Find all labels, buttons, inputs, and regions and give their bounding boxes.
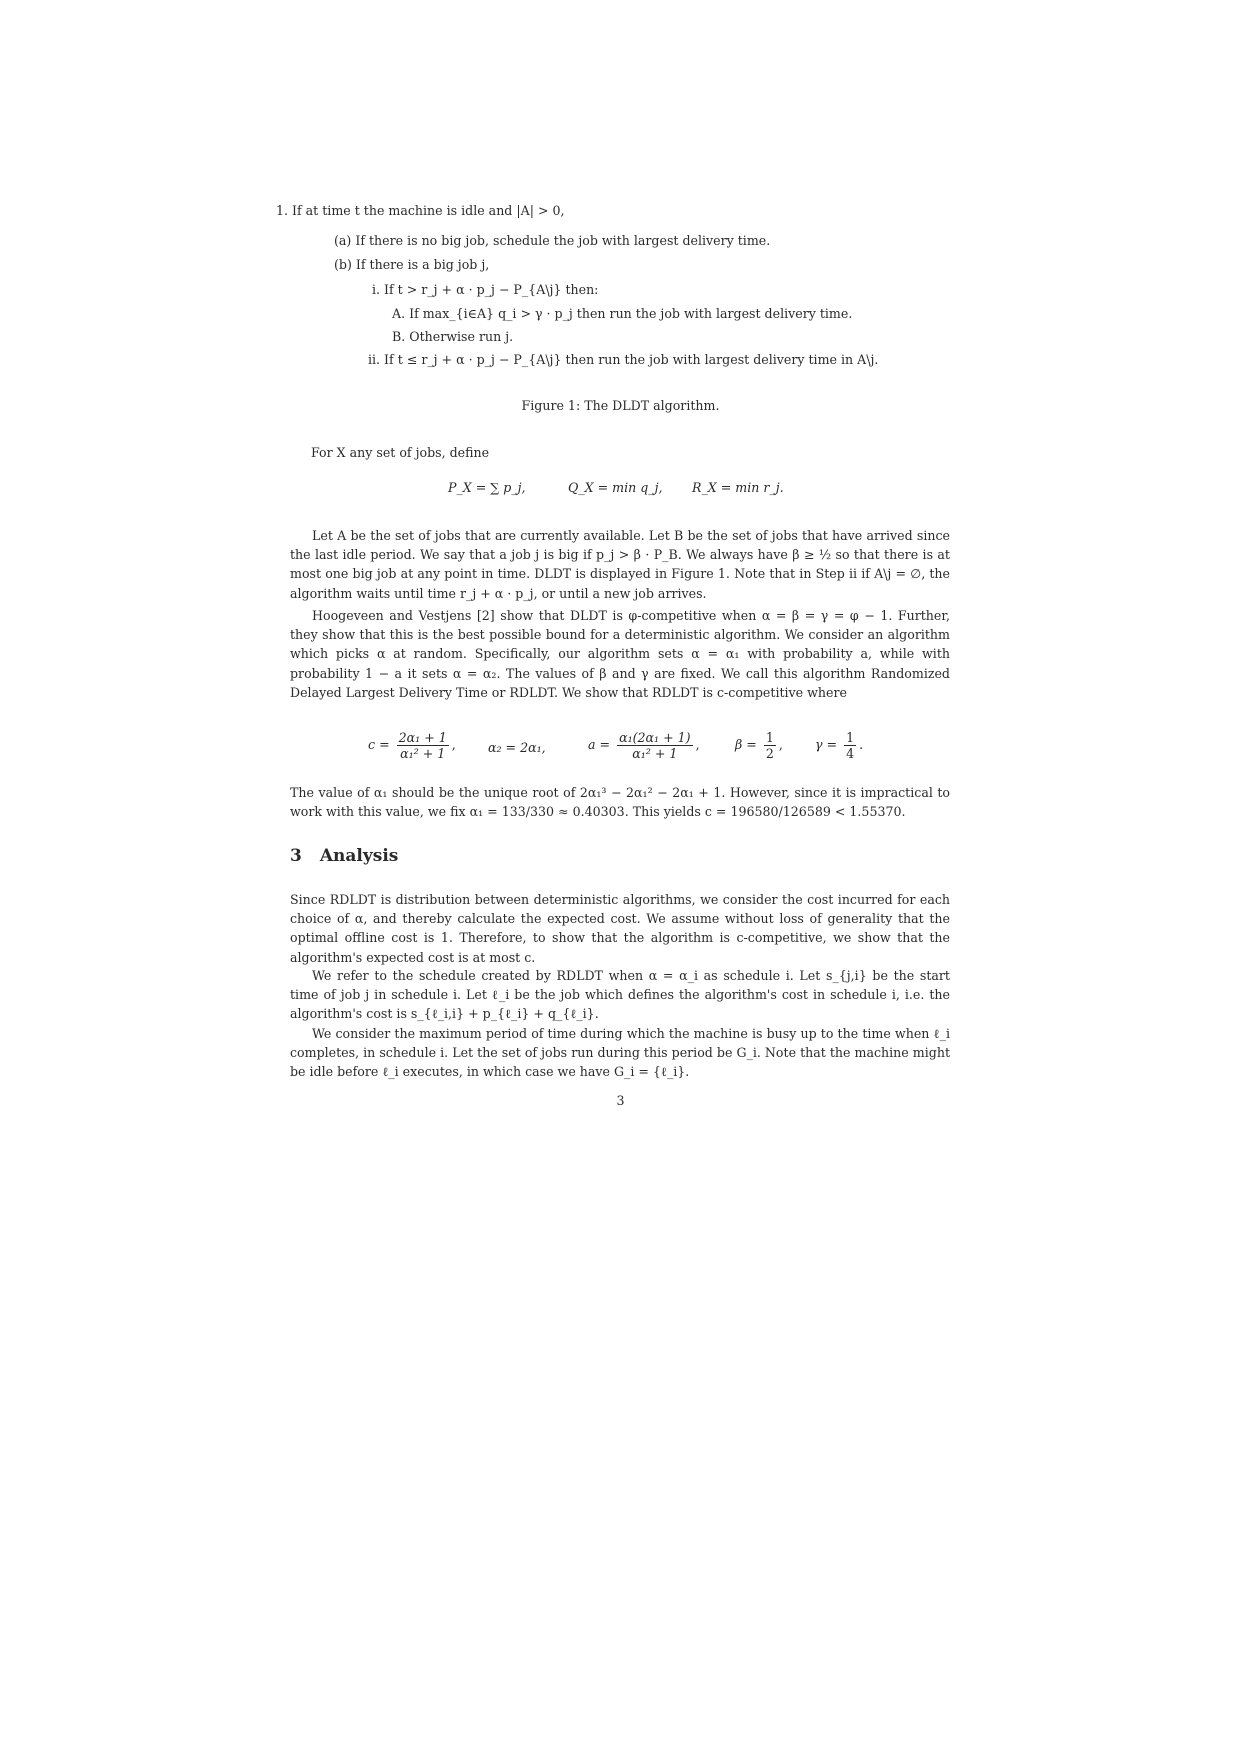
definition-Q: Q_X = min q_j, (568, 480, 663, 495)
paragraph-available-jobs: Let A be the set of jobs that are currently available. Let B be the set of jobs that have arrived since the last idle period. We say that a job j is big if p_j > β · P_B. We always have β ≥ ½ so that there is at most one big job at any point in time. DLDT is displayed in Figure 1. Note that in Step ii if A\j = ∅, the algorithm waits until time r_j + α · p_j, or until a new job arrives. (290, 528, 950, 601)
section-heading (290, 846, 398, 866)
definition-R: R_X = min r_j. (692, 480, 784, 495)
fraction-a: $\frac{\text{α₁(2α₁ + 1)}}{\text{α₁² + 1}}$ (619, 730, 691, 761)
fraction-gamma: $\frac{1}{4}$ (846, 730, 855, 761)
definition-P: P_X = ∑ p_j, (448, 480, 526, 495)
constants-beta: β = $\frac{1}{2}$ , (735, 730, 783, 761)
constants-c: c = $\frac{\text{2α₁ + 1}}{\text{α₁² + 1}}$ , (368, 730, 456, 761)
algo-step-1bi: i. If t > r_j + α · p_j − P_{A\j} then: (372, 282, 599, 297)
define-intro: For X any set of jobs, define (311, 445, 490, 460)
paragraph-maximum-period: We consider the maximum period of time during which the machine is busy up to the time when ℓ_i completes, in schedule i. Let the set of jobs run during this period be G_i. Note that the machine might be idle before ℓ_i executes, in which case we have G_i = {ℓ_i}. (290, 1026, 950, 1080)
paragraph-hoogeveen: Hoogeveen and Vestjens [2] show that DLDT is φ-competitive when α = β = γ = φ − 1. Further, they show that this is the best possible bound for a deterministic algorithm. We consider an algorithm which picks α at random. Specifically, our algorithm sets α = α₁ with probability a, while with probability 1 − a it sets α = α₂. The values of β and γ are fixed. We call this algorithm Randomized Delayed Largest Delivery Time or RDLDT. We show that RDLDT is c-competitive where (290, 608, 950, 700)
paragraph-schedule-i: We refer to the schedule created by RDLDT when α = α_i as schedule i. Let s_{j,i} be the start time of job j in schedule i. Let ℓ_i be the job which defines the algorithm's cost in schedule i, i.e. the algorithm's cost is s_{ℓ_i,i} + p_{ℓ_i} + q_{ℓ_i}. (290, 968, 950, 1022)
algo-step-1biB: B. Otherwise run j. (392, 329, 514, 344)
constants-a: a = $\frac{\text{α₁(2α₁ + 1)}}{\text{α₁² + 1}}$ , (588, 730, 700, 761)
constants-gamma: γ = $\frac{1}{4}$ . (815, 730, 864, 761)
algo-step-1biA: A. If max_{i∈A} q_i > γ · p_j then run the job with largest delivery time. (392, 306, 853, 321)
algo-step-1: 1. If at time t the machine is idle and |A| > 0, (276, 203, 565, 218)
fraction-c: $\frac{\text{2α₁ + 1}}{\text{α₁² + 1}}$ (398, 730, 447, 761)
figure-caption: Figure 1: The DLDT algorithm. (521, 398, 720, 413)
paragraph-alpha-root: The value of α₁ should be the unique root of 2α₁³ − 2α₁² − 2α₁ + 1. However, since it is impractical to work with this value, we fix α₁ = 133/330 ≈ 0.40303. This yields c = 196580/126589 < 1.55370. (290, 785, 950, 820)
paragraph-distribution: Since RDLDT is distribution between deterministic algorithms, we consider the cost incurred for each choice of α, and thereby calculate the expected cost. We assume without loss of generality that the optimal offline cost is 1. Therefore, to show that the algorithm is c-competitive, we show that the algorithm's expected cost is at most c. (290, 892, 950, 965)
section-title: Analysis (319, 846, 399, 866)
algo-step-1b: (b) If there is a big job j, (334, 257, 490, 272)
fraction-beta: $\frac{1}{2}$ (765, 730, 774, 761)
section-number: 3 (290, 846, 302, 866)
constants-alpha2: α₂ = 2α₁, (488, 740, 546, 755)
algo-step-1a: (a) If there is no big job, schedule the job with largest delivery time. (334, 233, 771, 248)
algo-step-1bii: ii. If t ≤ r_j + α · p_j − P_{A\j} then run the job with largest delivery time in A\j. (368, 352, 879, 367)
page-number: 3 (616, 1093, 625, 1108)
